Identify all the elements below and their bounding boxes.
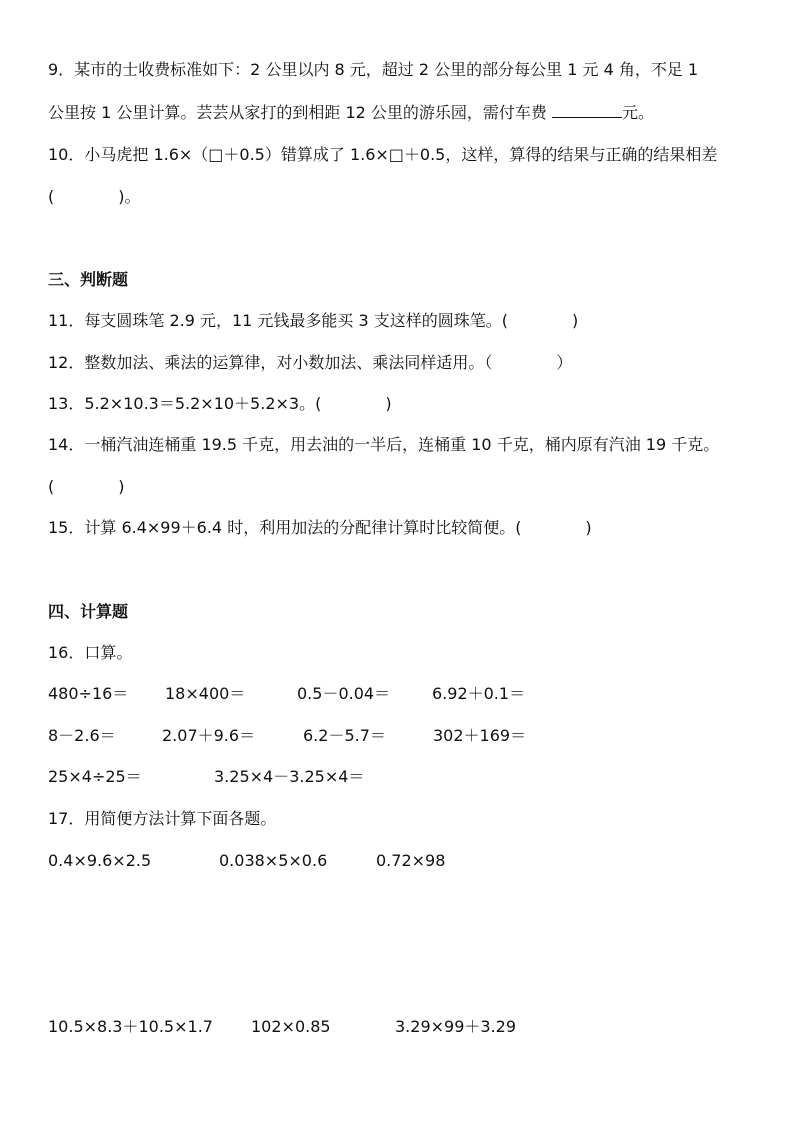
- problem-item: 6.92＋0.1＝: [432, 684, 526, 703]
- problem-item: 6.2－5.7＝: [303, 726, 386, 745]
- question-14-line-1: 14．一桶汽油连桶重 19.5 千克，用去油的一半后，连桶重 10 千克，桶内原有汽油 19 千克。: [48, 435, 720, 454]
- problem-item: 2.07＋9.6＝: [162, 726, 256, 745]
- problem-item: 25×4÷25＝: [48, 767, 142, 786]
- question-11[interactable]: 11．每支圆珠笔 2.9 元，11 元钱最多能买 3 支这样的圆珠笔。( ): [48, 311, 579, 330]
- problem-item: 102×0.85: [251, 1017, 331, 1036]
- section-3-heading: 三、判断题: [48, 270, 129, 289]
- problem-item: 480÷16＝: [48, 684, 129, 703]
- section-4-heading: 四、计算题: [48, 602, 129, 621]
- problem-item: 0.72×98: [376, 851, 446, 870]
- question-9-line-2: [48, 103, 654, 123]
- question-12[interactable]: 12．整数加法、乘法的运算律，对小数加法、乘法同样适用。（ ）: [48, 353, 573, 372]
- question-13[interactable]: 13．5.2×10.3＝5.2×10＋5.2×3。( ): [48, 394, 392, 413]
- problem-item: 302＋169＝: [433, 726, 527, 745]
- problem-item: 0.5－0.04＝: [297, 684, 391, 703]
- problem-item: 8－2.6＝: [48, 726, 116, 745]
- question-9-unit: 元。: [621, 103, 654, 122]
- problem-item: 10.5×8.3＋10.5×1.7: [48, 1017, 213, 1036]
- problem-item: 3.25×4－3.25×4＝: [214, 767, 365, 786]
- question-10-answer-paren[interactable]: ( )。: [48, 187, 141, 206]
- answer-blank[interactable]: [552, 103, 622, 118]
- problem-item: 18×400＝: [165, 684, 246, 703]
- problem-item: 0.038×5×0.6: [219, 851, 328, 870]
- question-14-answer-paren[interactable]: ( ): [48, 477, 125, 496]
- problem-item: 3.29×99＋3.29: [395, 1017, 517, 1036]
- question-15[interactable]: 15．计算 6.4×99＋6.4 时，利用加法的分配律计算时比较简便。( ): [48, 518, 592, 537]
- problem-item: 0.4×9.6×2.5: [48, 851, 152, 870]
- question-17-title: 17．用简便方法计算下面各题。: [48, 809, 277, 828]
- question-9-line-1: 9．某市的士收费标准如下：2 公里以内 8 元，超过 2 公里的部分每公里 1 元 4 角，不足 1: [48, 60, 699, 79]
- question-16-title: 16．口算。: [48, 643, 133, 662]
- question-9-text: 公里按 1 公里计算。芸芸从家打的到相距 12 公里的游乐园，需付车费: [48, 103, 552, 122]
- question-10-line-1: 10．小马虎把 1.6×（□＋0.5）错算成了 1.6×□＋0.5，这样，算得的结果与正确的结果相差: [48, 145, 718, 164]
